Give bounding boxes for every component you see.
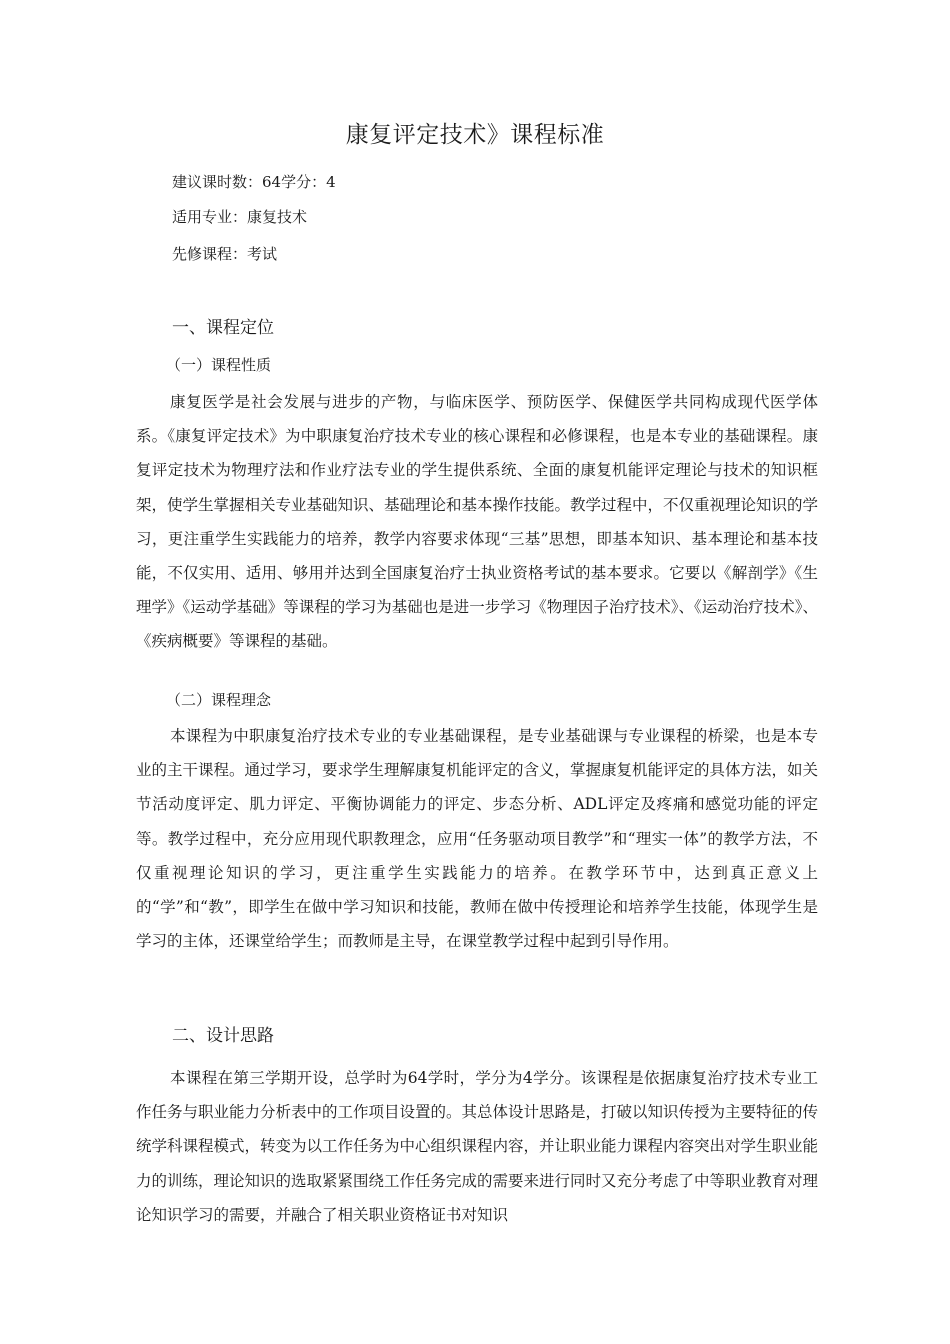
meta-hours-credits: 建议课时数：64学分：4 [172, 173, 336, 191]
subsection-heading-course-nature: （一）课程性质 [166, 356, 272, 374]
section-heading-course-positioning: 一、课程定位 [172, 318, 274, 338]
meta-major: 适用专业：康复技术 [172, 208, 308, 226]
paragraph-design-approach: 本课程在第三学期开设，总学时为64学时，学分为4学分。该课程是依据康复治疗技术专业工作任务与职业能力分析表中的工作项目设置的。其总体设计思路是，打破以知识传授为主要特征的传统学科课程模式，转变为以工作任务为中心组织课程内容，并让职业能力课程内容突出对学生职业能力的训练，理论知识的选取紧紧围绕工作任务完成的需要来进行同时又充分考虑了中等职业教育对理论知识学习的需要，并融合了相关职业资格证书对知识 [136, 1069, 819, 1224]
meta-prerequisite: 先修课程：考试 [172, 245, 278, 263]
paragraph-course-nature: 康复医学是社会发展与进步的产物，与临床医学、预防医学、保健医学共同构成现代医学体系。《康复评定技术》为中职康复治疗技术专业的核心课程和必修课程，也是本专业的基础课程。康复评定技术为物理疗法和作业疗法专业的学生提供系统、全面的康复机能评定理论与技术的知识框架，使学生掌握相关专业基础知识、基础理论和基本操作技能。教学过程中，不仅重视理论知识的学习，更注重学生实践能力的培养，教学内容要求体现“三基”思想，即基本知识、基本理论和基本技能，不仅实用、适用、够用并达到全国康复治疗士执业资格考试的基本要求。它要以《解剖学》《生理学》《运动学基础》等课程的学习为基础也是进一步学习《物理因子治疗技术》、《运动治疗技术》、《疾病概要》等课程的基础。 [136, 393, 819, 651]
section-heading-design-approach: 二、设计思路 [172, 1026, 274, 1046]
subsection-heading-course-philosophy: （二）课程理念 [166, 691, 272, 709]
document-title: 康复评定技术》课程标准 [345, 122, 605, 148]
paragraph-course-philosophy: 本课程为中职康复治疗技术专业的专业基础课程，是专业基础课与专业课程的桥梁，也是本专业的主干课程。通过学习，要求学生理解康复机能评定的含义，掌握康复机能评定的具体方法，如关节活动度评定、肌力评定、平衡协调能力的评定、步态分析、ADL评定及疼痛和感觉功能的评定等。教学过程中，充分应用现代职教理念，应用“任务驱动项目教学”和“理实一体”的教学方法，不仅重视理论知识的学习，更注重学生实践能力的培养。在教学环节中，达到真正意义上的“学”和“教”，即学生在做中学习知识和技能，教师在做中传授理论和培养学生技能，体现学生是学习的主体，还课堂给学生；而教师是主导，在课堂教学过程中起到引导作用。 [136, 727, 819, 951]
